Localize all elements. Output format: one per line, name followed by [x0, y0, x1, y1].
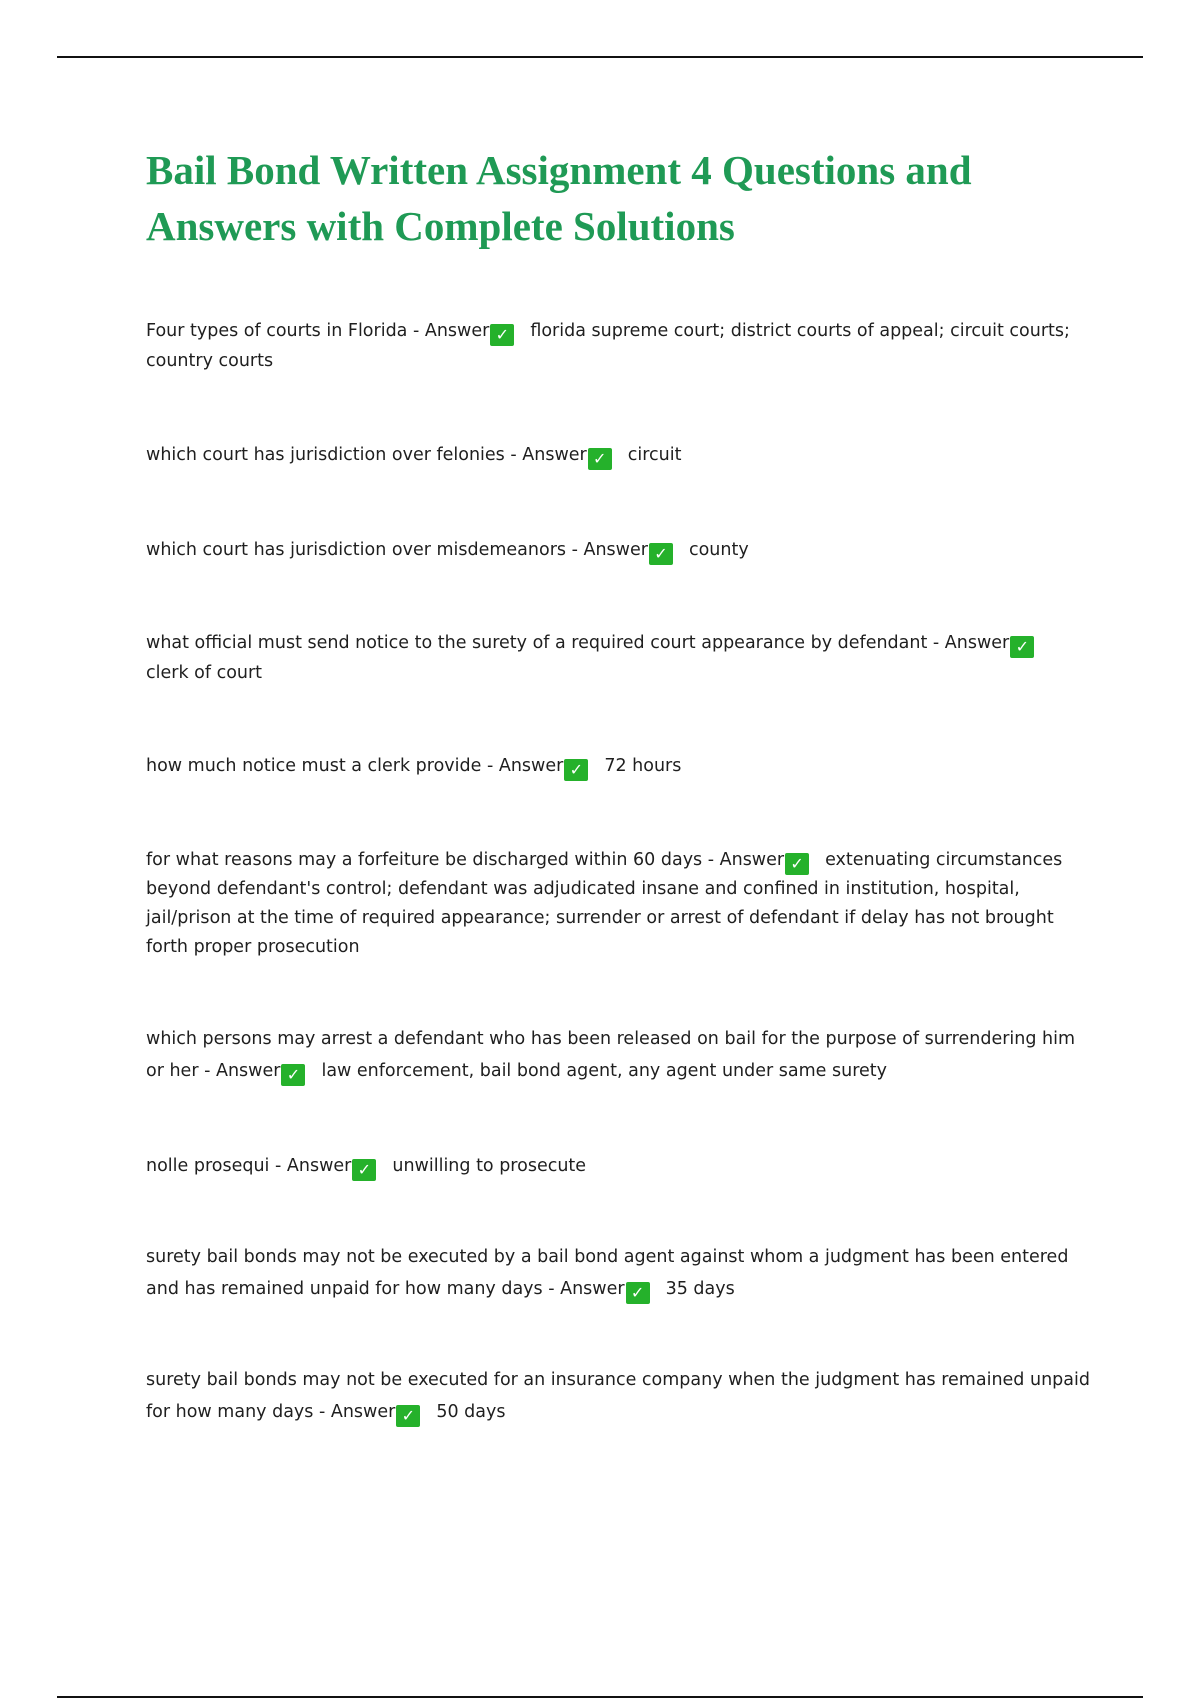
answer-label: Answer — [330, 1402, 396, 1422]
answer-label: Answer — [498, 756, 564, 776]
answer-text: 35 days — [665, 1279, 735, 1299]
question-text: surety bail bonds may not be executed by a bail bond agent against whom a judgment has been entered and has remained unpaid for how many days — [146, 1247, 1069, 1299]
qa-item-7: which persons may arrest a defendant who has been released on bail for the purpose of surrendering him or her - Answer ✓ law enforcement, bail bond agent, any agent under same surety — [146, 1029, 1076, 1084]
check-mark-icon: ✓ — [626, 1282, 650, 1304]
check-mark-icon: ✓ — [588, 448, 612, 470]
qa-item-8: nolle prosequi - Answer ✓ unwilling to prosecute — [146, 1156, 587, 1179]
qa-item-4: what official must send notice to the surety of a required court appearance by defendant - Answer ✓ clerk of court — [146, 628, 1091, 688]
question-text: which persons may arrest a defendant who has been released on bail for the purpose of surrendering him or her — [146, 1029, 1076, 1081]
check-mark-icon: ✓ — [649, 543, 673, 565]
question-text: nolle prosequi — [146, 1156, 270, 1176]
qa-item-1: Four types of courts in Florida - Answer ✓ florida supreme court; district courts of appeal; circuit courts; country courts — [146, 321, 1070, 371]
qa-item-9: surety bail bonds may not be executed by a bail bond agent against whom a judgment has been entered and has remained unpaid for how many days - Answer ✓ 35 days — [146, 1247, 1069, 1302]
qa-item-10: surety bail bonds may not be executed for an insurance company when the judgment has remained unpaid for how many days - Answer ✓ 50 days — [146, 1370, 1090, 1425]
answer-text: florida supreme court; district courts of appeal; circuit courts; country courts — [146, 321, 1070, 371]
answer-label: Answer — [944, 633, 1010, 653]
answer-label: Answer — [424, 321, 490, 341]
answer-label: Answer — [286, 1156, 352, 1176]
check-mark-icon: ✓ — [396, 1405, 420, 1427]
answer-text: circuit — [627, 445, 682, 465]
answer-text: law enforcement, bail bond agent, any agent under same surety — [321, 1061, 887, 1081]
question-text: surety bail bonds may not be executed for an insurance company when the judgment has remained unpaid for how many days — [146, 1370, 1090, 1422]
answer-text: extenuating circumstances beyond defendant's control; defendant was adjudicated insane and confined in institution, hospital, jail/prison at the time of required appearance; surrender or arrest of defendant if delay has not brought forth proper prosecution — [146, 850, 1063, 957]
check-mark-icon: ✓ — [352, 1159, 376, 1181]
answer-label: Answer — [522, 445, 587, 465]
answer-label: Answer — [719, 850, 785, 870]
answer-label: Answer — [560, 1279, 625, 1299]
answer-text: unwilling to prosecute — [392, 1156, 587, 1176]
answer-text: county — [688, 540, 749, 560]
page-title: Bail Bond Written Assignment 4 Questions and Answers with Complete Solutions — [146, 147, 972, 249]
check-mark-icon: ✓ — [564, 759, 588, 781]
question-text: how much notice must a clerk provide — [146, 756, 482, 776]
qa-item-3: which court has jurisdiction over misdemeanors - Answer ✓ county — [146, 540, 749, 563]
qa-item-2: which court has jurisdiction over felonies - Answer ✓ circuit — [146, 445, 682, 468]
question-text: which court has jurisdiction over misdemeanors — [146, 540, 567, 560]
answer-text: clerk of court — [146, 663, 263, 683]
question-text: which court has jurisdiction over felonies — [146, 445, 505, 465]
check-mark-icon: ✓ — [490, 324, 514, 346]
check-mark-icon: ✓ — [1010, 636, 1034, 658]
question-text: for what reasons may a forfeiture be discharged within 60 days — [146, 850, 703, 870]
question-text: what official must send notice to the surety of a required court appearance by defendant — [146, 633, 928, 653]
answer-label: Answer — [215, 1061, 281, 1081]
answer-text: 72 hours — [604, 756, 682, 776]
answer-label: Answer — [583, 540, 648, 560]
qa-item-5: how much notice must a clerk provide - Answer ✓ 72 hours — [146, 756, 682, 779]
check-mark-icon: ✓ — [785, 853, 809, 875]
bottom-rule — [57, 1696, 1143, 1698]
qa-item-6: for what reasons may a forfeiture be discharged within 60 days - Answer ✓ extenuating circumstances beyond defendant's control; defendant was adjudicated insane and confined in institution, hospital, jail/prison at the time of required appearance; surrender or arrest of defendant if delay has not brought forth proper prosecution — [146, 850, 1063, 957]
check-mark-icon: ✓ — [281, 1064, 305, 1086]
top-rule — [57, 56, 1143, 58]
question-text: Four types of courts in Florida — [146, 321, 408, 341]
answer-text: 50 days — [436, 1402, 506, 1422]
